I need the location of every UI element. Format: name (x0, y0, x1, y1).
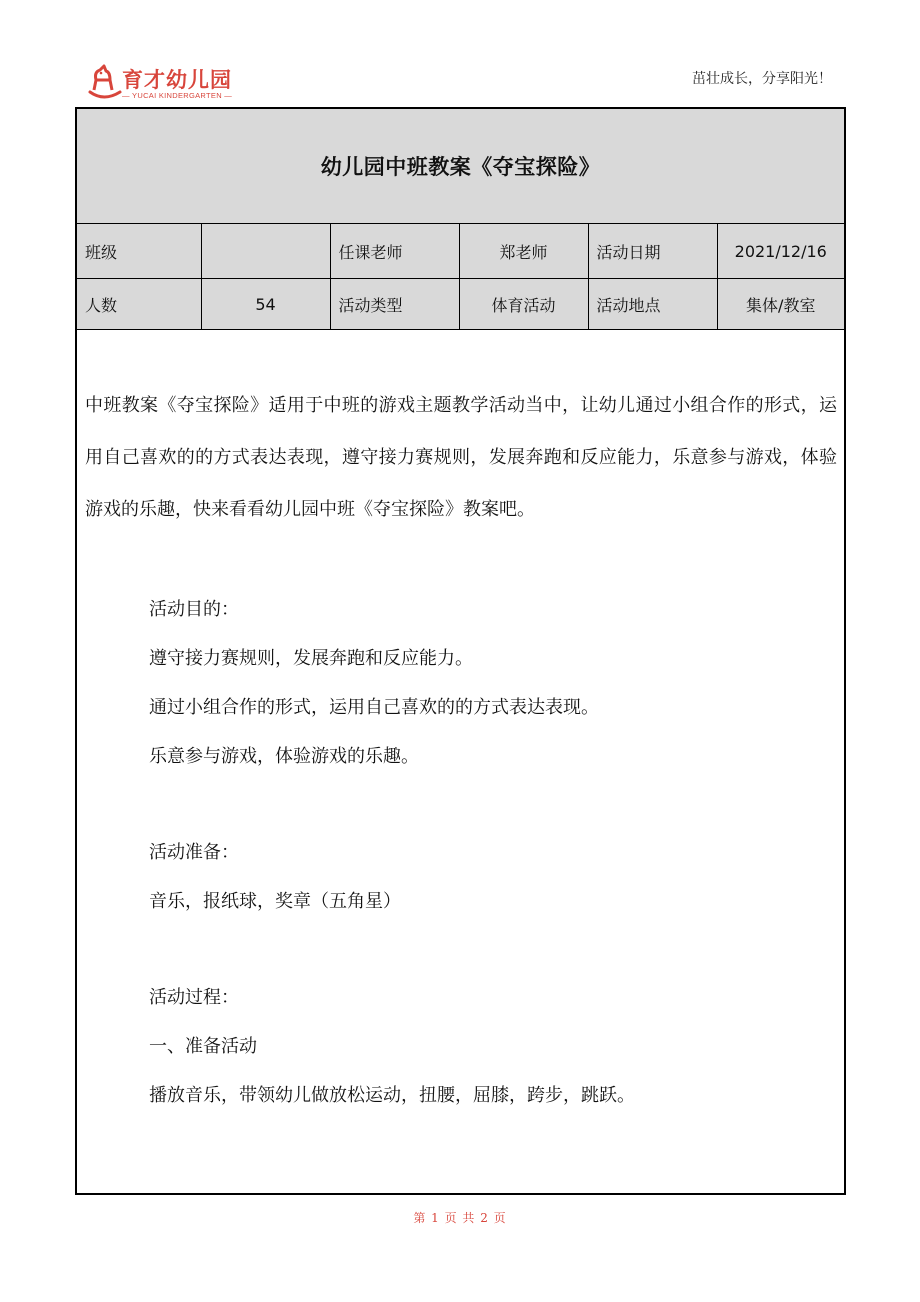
goals-section (85, 585, 837, 781)
lesson-plan-sheet (75, 107, 846, 1195)
activity-location-label: 活动地点 (588, 279, 717, 330)
activity-location-value: 集体/教室 (717, 279, 844, 330)
kindergarten-logo (84, 60, 244, 106)
process-heading: 活动过程： (149, 987, 239, 1008)
activity-type-label: 活动类型 (330, 279, 459, 330)
title-bar (77, 109, 844, 224)
headcount-value: 54 (201, 279, 330, 330)
spacer (85, 926, 837, 973)
document-title: 幼儿园中班教案《夺宝探险》 (320, 155, 601, 179)
activity-date-label: 活动日期 (588, 224, 717, 279)
info-row (77, 279, 844, 330)
header-slogan: 茁壮成长，分享阳光！ (692, 71, 832, 87)
preparation-item: 音乐，报纸球，奖章（五角星） (149, 891, 401, 912)
activity-type-value: 体育活动 (459, 279, 588, 330)
lesson-content (85, 330, 837, 1120)
class-label: 班级 (77, 224, 201, 279)
headcount-label: 人数 (77, 279, 201, 330)
teacher-label: 任课老师 (330, 224, 459, 279)
goal-item: 乐意参与游戏，体验游戏的乐趣。 (149, 746, 419, 767)
process-section (85, 973, 837, 1120)
page-number: 第 1 页 共 2 页 (413, 1211, 507, 1225)
process-item: 播放音乐，带领幼儿做放松运动，扭腰，屈膝，跨步，跳跃。 (149, 1085, 635, 1106)
spacer (85, 536, 837, 585)
teacher-value: 郑老师 (459, 224, 588, 279)
class-value (201, 224, 330, 279)
logo-title: 育才幼儿园 (122, 68, 232, 92)
process-item: 一、准备活动 (149, 1036, 257, 1057)
preparation-section (85, 828, 837, 926)
lesson-info-table (77, 224, 844, 330)
preparation-heading: 活动准备： (149, 842, 239, 863)
info-row (77, 224, 844, 279)
goals-heading: 活动目的： (149, 599, 239, 620)
activity-date-value: 2021/12/16 (717, 224, 844, 279)
spacer (85, 781, 837, 828)
goal-item: 通过小组合作的形式，运用自己喜欢的的方式表达表现。 (149, 697, 599, 718)
intro-paragraph: 中班教案《夺宝探险》适用于中班的游戏主题教学活动当中，让幼儿通过小组合作的形式，运用自己喜欢的的方式表达表现，遵守接力赛规则，发展奔跑和反应能力，乐意参与游戏，体验游戏的乐趣，快来看看幼儿园中班《夺宝探险》教案吧。 (85, 395, 837, 520)
rocking-horse-icon (84, 62, 124, 102)
logo-subtitle: — YUCAI KINDERGARTEN — (122, 91, 233, 100)
goal-item: 遵守接力赛规则，发展奔跑和反应能力。 (149, 648, 473, 669)
